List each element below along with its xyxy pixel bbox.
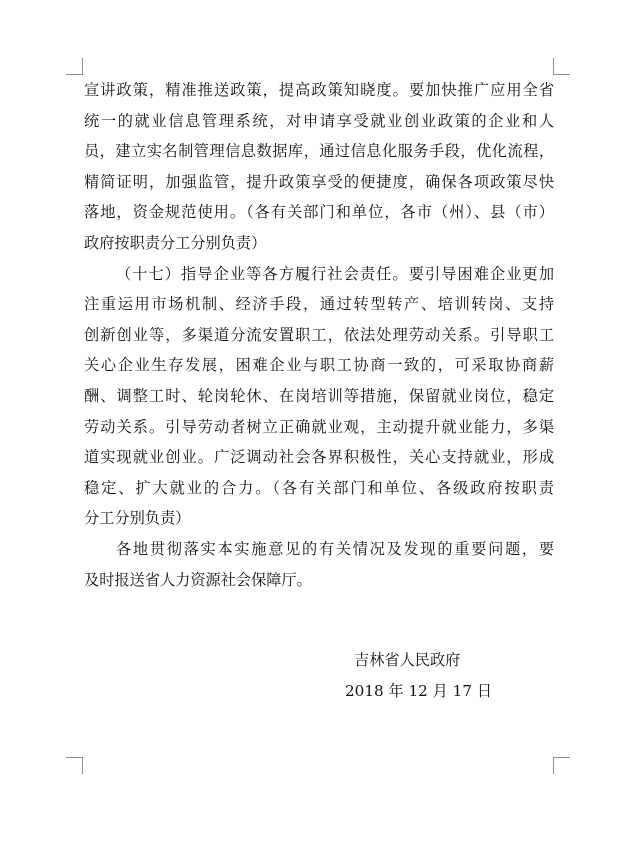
- text-line: 宣讲政策，精准推送政策，提高政策知晓度。要加快推广应用全省: [84, 81, 554, 99]
- signature-organization: 吉林省人民政府: [354, 651, 461, 669]
- document-body: [84, 75, 554, 595]
- crop-mark-bottom-left: [66, 757, 83, 774]
- text-line: 创新创业等，多渠道分流安置职工，依法处理劳动关系。引导职工: [84, 325, 554, 344]
- text-line: 酬、调整工时、轮岗轮休、在岗培训等措施，保留就业岗位，稳定: [84, 386, 554, 405]
- text-line: 注重运用市场机制、经济手段，通过转型转产、培训转岗、支持: [84, 295, 554, 314]
- text-line: 统一的就业信息管理系统，对申请享受就业创业政策的企业和人: [84, 111, 554, 130]
- text-line: 及时报送省人力资源社会保障厅。: [84, 570, 312, 589]
- text-line: （十七）指导企业等各方履行社会责任。要引导困难企业更加: [116, 264, 554, 283]
- text-line: 道实现就业创业。广泛调动社会各界积极性，关心支持就业，形成: [84, 448, 554, 467]
- text-line: 分工分别负责）: [84, 509, 191, 528]
- signature-date: 2018 年 12 月 17 日: [345, 682, 493, 700]
- text-line: 员，建立实名制管理信息数据库，通过信息化服务手段，优化流程，: [84, 142, 554, 161]
- text-line: 劳动关系。引导劳动者树立正确就业观，主动提升就业能力，多渠: [84, 417, 554, 436]
- text-line: 精简证明，加强监管，提升政策享受的便捷度，确保各项政策尽快: [84, 172, 554, 191]
- crop-mark-bottom-right: [553, 757, 570, 774]
- crop-mark-top-right: [553, 58, 570, 75]
- text-line: 落地，资金规范使用。（各有关部门和单位，各市（州）、县（市）: [84, 203, 554, 222]
- text-line: 各地贯彻落实本实施意见的有关情况及发现的重要问题，要: [116, 539, 554, 558]
- crop-mark-top-left: [66, 58, 83, 75]
- text-line: 关心企业生存发展，困难企业与职工协商一致的，可采取协商薪: [84, 356, 554, 375]
- text-line: 稳定、扩大就业的合力。（各有关部门和单位、各级政府按职责: [84, 478, 554, 497]
- text-line: 政府按职责分工分别负责）: [84, 233, 267, 252]
